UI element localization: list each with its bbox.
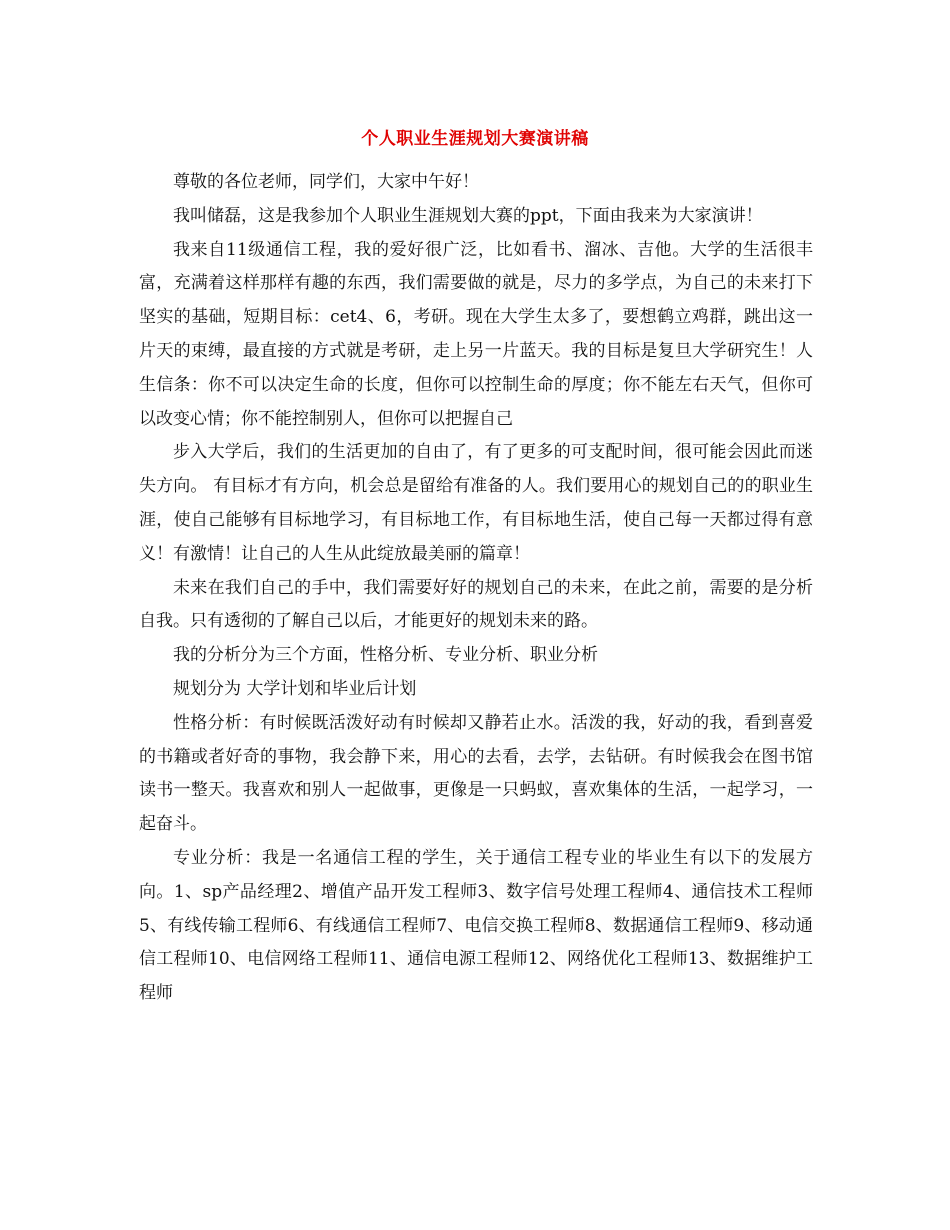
major-analysis-paragraph: 专业分析：我是一名通信工程的学生，关于通信工程专业的毕业生有以下的发展方向。1、sp产品经理2、增值产品开发工程师3、数字信号处理工程师4、通信技术工程师5、有线传输工程师6、有线通信工程师7、电信交换工程师8、数据通信工程师9、移动通信工程师10、电信网络工程师11、通信电源工程师12、网络优化工程师13、数据维护工程师 — [139, 847, 813, 1004]
self-analysis-paragraph: 未来在我们自己的手中，我们需要好好的规划自己的未来，在此之前，需要的是分析自我。只有透彻的了解自己以后，才能更好的规划未来的路。 — [139, 577, 813, 632]
analysis-aspects-paragraph: 我的分析分为三个方面，性格分析、专业分析、职业分析 — [173, 645, 598, 666]
plan-division-paragraph: 规划分为 大学计划和毕业后计划 — [173, 678, 417, 699]
background-paragraph: 我来自11级通信工程，我的爱好很广泛，比如看书、溜冰、吉他。大学的生活很丰富，充满着这样那样有趣的东西，我们需要做的就是，尽力的多学点，为自己的未来打下坚实的基础，短期目标：cet4、6，考研。现在大学生太多了，要想鹤立鸡群，跳出这一片天的束缚，最直接的方式就是考研，走上另一片蓝天。我的目标是复旦大学研究生！人生信条：你不可以决定生命的长度，但你可以控制生命的厚度；你不能左右天气，但你可以改变心情；你不能控制别人，但你可以把握自己 — [139, 239, 813, 429]
greeting-paragraph: 尊敬的各位老师，同学们，大家中午好！ — [173, 172, 479, 192]
university-life-paragraph: 步入大学后，我们的生活更加的自由了，有了更多的可支配时间，很可能会因此而迷失方向。 有目标才有方向，机会总是留给有准备的人。我们要用心的规划自己的的职业生涯，使自己能够有目标地学习，有目标地工作，有目标地生活，使自己每一天都过得有意义！有激情！让自己的人生从此绽放最美丽的篇章！ — [139, 442, 813, 564]
document-title: 个人职业生涯规划大赛演讲稿 — [361, 129, 589, 149]
introduction-paragraph: 我叫储磊，这是我参加个人职业生涯规划大赛的ppt，下面由我来为大家演讲！ — [173, 205, 763, 226]
document-body — [139, 166, 813, 1011]
personality-analysis-paragraph: 性格分析：有时候既活泼好动有时候却又静若止水。活泼的我，好动的我，看到喜爱的书籍或者好奇的事物，我会静下来，用心的去看，去学，去钻研。有时候我会在图书馆读书一整天。我喜欢和别人一起做事，更像是一只蚂蚁，喜欢集体的生活，一起学习，一起奋斗。 — [139, 712, 813, 835]
